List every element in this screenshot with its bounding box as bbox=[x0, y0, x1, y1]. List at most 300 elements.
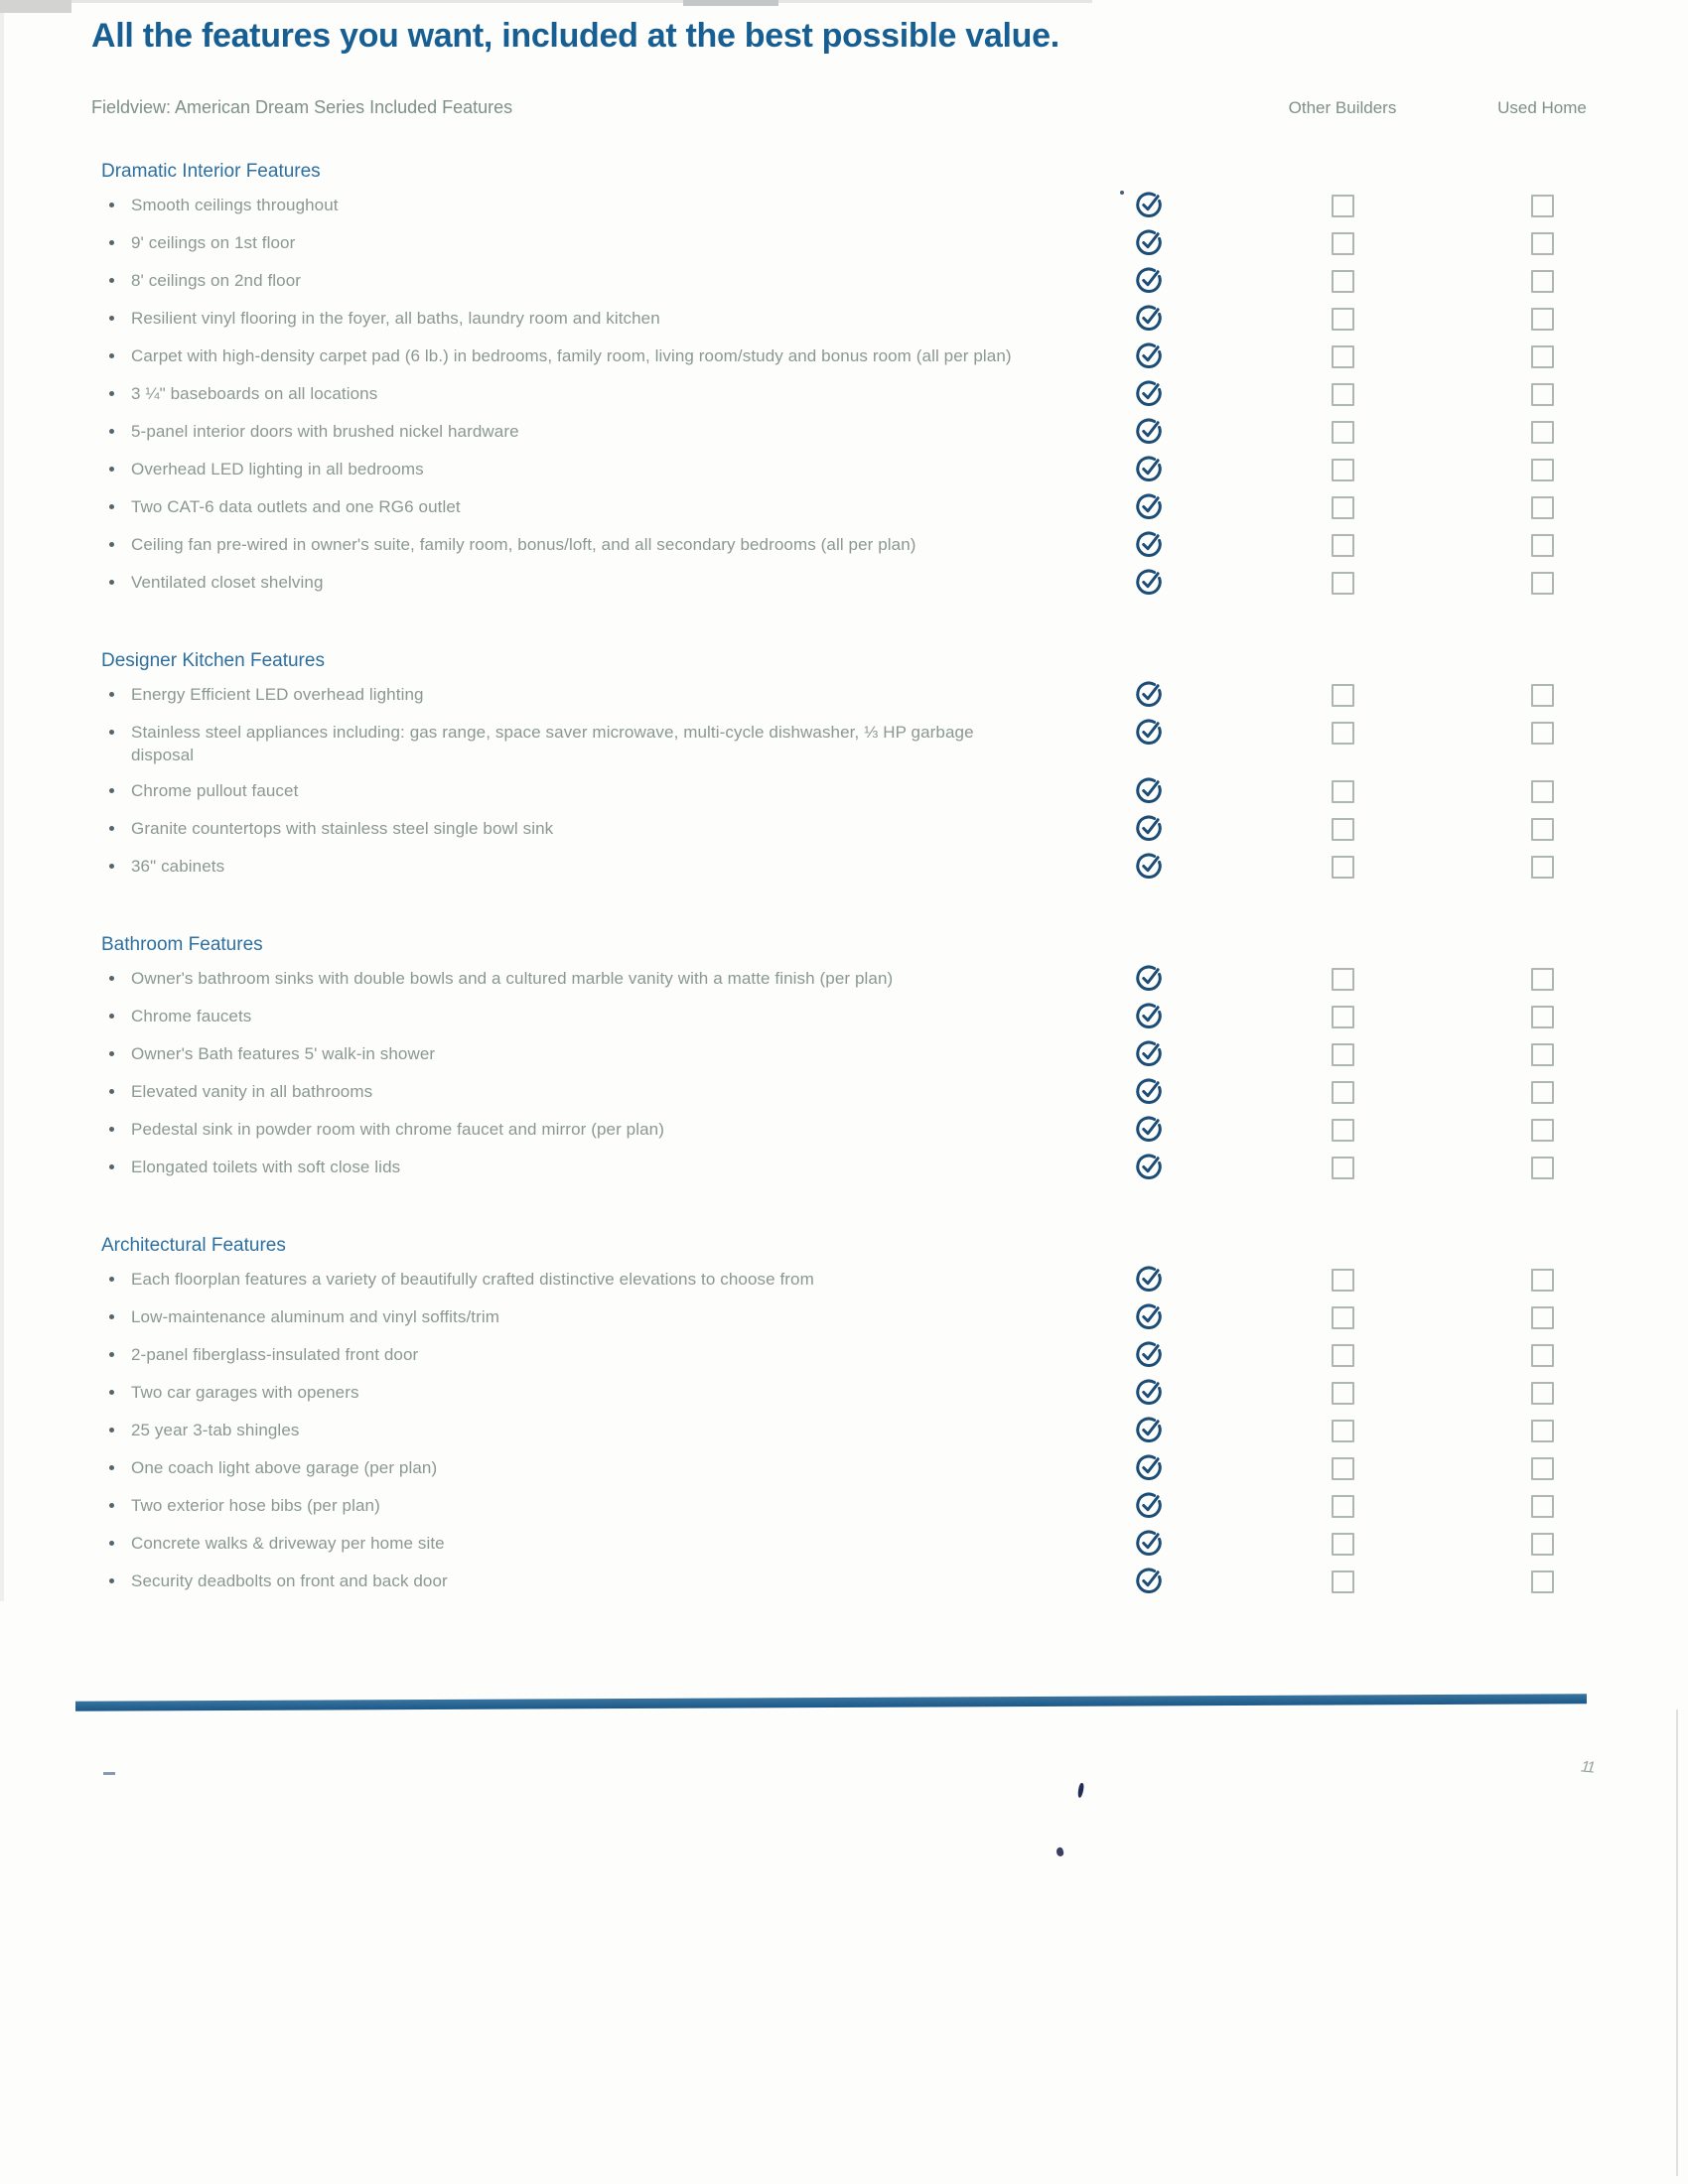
used-home-cell bbox=[1481, 269, 1603, 293]
used-home-checkbox bbox=[1531, 1006, 1554, 1028]
used-home-checkbox bbox=[1531, 270, 1554, 293]
other-builders-checkbox bbox=[1332, 722, 1354, 745]
feature-row bbox=[91, 1532, 1688, 1557]
used-home-checkbox bbox=[1531, 1420, 1554, 1442]
used-home-checkbox bbox=[1531, 195, 1554, 217]
feature-text: Smooth ceilings throughout bbox=[131, 196, 339, 214]
feature-row bbox=[91, 1005, 1688, 1029]
other-builders-cell bbox=[1203, 1456, 1481, 1480]
other-builders-cell bbox=[1203, 495, 1481, 519]
included-cell bbox=[1094, 1494, 1203, 1519]
feature-text: Resilient vinyl flooring in the foyer, all baths, laundry room and kitchen bbox=[131, 309, 660, 328]
table-header-row bbox=[91, 97, 1688, 118]
other-builders-cell bbox=[1203, 1118, 1481, 1142]
bullet-dot bbox=[109, 1578, 114, 1583]
section-heading: Dramatic Interior Features bbox=[101, 161, 321, 182]
circle-check-icon bbox=[1134, 1151, 1164, 1180]
used-home-checkbox bbox=[1531, 780, 1554, 803]
used-home-cell bbox=[1481, 1156, 1603, 1179]
feature-row bbox=[91, 1456, 1688, 1481]
used-home-cell bbox=[1481, 855, 1603, 879]
feature-row bbox=[91, 1305, 1688, 1330]
scan-artifact-top-line bbox=[0, 0, 1092, 3]
circle-check-icon bbox=[1134, 415, 1164, 445]
other-builders-cell bbox=[1203, 1005, 1481, 1028]
scan-artifact-speck bbox=[1077, 1783, 1085, 1799]
circle-check-icon bbox=[1134, 226, 1164, 256]
bullet-dot bbox=[109, 1051, 114, 1056]
circle-check-icon bbox=[1134, 1000, 1164, 1029]
feature-text: Elongated toilets with soft close lids bbox=[131, 1158, 401, 1176]
used-home-checkbox bbox=[1531, 383, 1554, 406]
circle-check-icon bbox=[1134, 1527, 1164, 1557]
feature-row bbox=[91, 721, 1688, 766]
included-cell bbox=[1094, 1156, 1203, 1180]
feature-text: Carpet with high-density carpet pad (6 lb.) in bedrooms, family room, living room/study and bonus room (all per plan) bbox=[131, 346, 1012, 365]
feature-text: Ventilated closet shelving bbox=[131, 573, 324, 592]
circle-check-icon bbox=[1134, 1565, 1164, 1594]
feature-text: Two car garages with openers bbox=[131, 1383, 359, 1402]
used-home-checkbox bbox=[1531, 1570, 1554, 1593]
used-home-checkbox bbox=[1531, 421, 1554, 444]
used-home-checkbox bbox=[1531, 818, 1554, 841]
other-builders-checkbox bbox=[1332, 1081, 1354, 1104]
other-builders-checkbox bbox=[1332, 1043, 1354, 1066]
included-cell bbox=[1094, 458, 1203, 482]
other-builders-checkbox bbox=[1332, 308, 1354, 331]
included-cell bbox=[1094, 1570, 1203, 1594]
other-builders-checkbox bbox=[1332, 1344, 1354, 1367]
feature-text: Chrome faucets bbox=[131, 1007, 252, 1025]
scan-artifact-left-edge bbox=[0, 13, 4, 1601]
other-builders-cell bbox=[1203, 194, 1481, 217]
feature-text: Two exterior hose bibs (per plan) bbox=[131, 1496, 380, 1515]
feature-text: Overhead LED lighting in all bedrooms bbox=[131, 460, 424, 478]
other-builders-cell bbox=[1203, 1419, 1481, 1442]
bullet-dot bbox=[109, 1465, 114, 1470]
used-home-checkbox bbox=[1531, 856, 1554, 879]
bullet-dot bbox=[109, 864, 114, 869]
column-header-other-builders: Other Builders bbox=[1288, 97, 1397, 117]
feature-text: 9' ceilings on 1st floor bbox=[131, 233, 296, 252]
other-builders-cell bbox=[1203, 1381, 1481, 1405]
used-home-cell bbox=[1481, 571, 1603, 595]
feature-row bbox=[91, 683, 1688, 708]
used-home-cell bbox=[1481, 1080, 1603, 1104]
feature-text: Owner's Bath features 5' walk-in shower bbox=[131, 1044, 436, 1063]
circle-check-icon bbox=[1134, 850, 1164, 880]
page-number-mark: 11 bbox=[1580, 1758, 1595, 1777]
included-cell bbox=[1094, 1532, 1203, 1557]
used-home-checkbox bbox=[1531, 534, 1554, 557]
used-home-checkbox bbox=[1531, 308, 1554, 331]
circle-check-icon bbox=[1134, 566, 1164, 596]
feature-row bbox=[91, 817, 1688, 842]
other-builders-checkbox bbox=[1332, 856, 1354, 879]
included-cell bbox=[1094, 344, 1203, 369]
feature-row bbox=[91, 194, 1688, 218]
circle-check-icon bbox=[1134, 1414, 1164, 1443]
bullet-dot bbox=[109, 203, 114, 207]
used-home-cell bbox=[1481, 1456, 1603, 1480]
included-cell bbox=[1094, 495, 1203, 520]
feature-row bbox=[91, 1156, 1688, 1180]
other-builders-cell bbox=[1203, 344, 1481, 368]
included-cell bbox=[1094, 1419, 1203, 1443]
included-cell bbox=[1094, 382, 1203, 407]
used-home-checkbox bbox=[1531, 1306, 1554, 1329]
included-cell bbox=[1094, 1305, 1203, 1330]
circle-check-icon bbox=[1134, 302, 1164, 332]
feature-row bbox=[91, 307, 1688, 332]
feature-text: Pedestal sink in powder room with chrome faucet and mirror (per plan) bbox=[131, 1120, 664, 1139]
used-home-cell bbox=[1481, 1118, 1603, 1142]
feature-rows bbox=[91, 683, 1688, 880]
used-home-cell bbox=[1481, 382, 1603, 406]
other-builders-checkbox bbox=[1332, 534, 1354, 557]
used-home-cell bbox=[1481, 194, 1603, 217]
feature-row bbox=[91, 967, 1688, 992]
other-builders-cell bbox=[1203, 1494, 1481, 1518]
feature-text: Granite countertops with stainless steel single bowl sink bbox=[131, 819, 554, 838]
used-home-cell bbox=[1481, 721, 1603, 745]
other-builders-cell bbox=[1203, 779, 1481, 803]
included-cell bbox=[1094, 269, 1203, 294]
section-heading: Architectural Features bbox=[101, 1235, 286, 1256]
other-builders-checkbox bbox=[1332, 421, 1354, 444]
other-builders-cell bbox=[1203, 967, 1481, 991]
circle-check-icon bbox=[1134, 774, 1164, 804]
other-builders-checkbox bbox=[1332, 1420, 1354, 1442]
used-home-cell bbox=[1481, 817, 1603, 841]
used-home-cell bbox=[1481, 231, 1603, 255]
circle-check-icon bbox=[1134, 1489, 1164, 1519]
other-builders-checkbox bbox=[1332, 232, 1354, 255]
bullet-dot bbox=[109, 504, 114, 509]
feature-row bbox=[91, 779, 1688, 804]
other-builders-checkbox bbox=[1332, 572, 1354, 595]
feature-row bbox=[91, 420, 1688, 445]
used-home-cell bbox=[1481, 420, 1603, 444]
feature-text: 2-panel fiberglass-insulated front door bbox=[131, 1345, 419, 1364]
feature-row bbox=[91, 344, 1688, 369]
used-home-cell bbox=[1481, 779, 1603, 803]
bullet-dot bbox=[109, 1277, 114, 1282]
circle-check-icon bbox=[1134, 1037, 1164, 1067]
other-builders-checkbox bbox=[1332, 1533, 1354, 1556]
used-home-checkbox bbox=[1531, 968, 1554, 991]
bullet-dot bbox=[109, 1428, 114, 1433]
feature-text: One coach light above garage (per plan) bbox=[131, 1458, 438, 1477]
used-home-cell bbox=[1481, 1343, 1603, 1367]
circle-check-icon bbox=[1134, 1113, 1164, 1143]
bullet-dot bbox=[109, 316, 114, 321]
page-title: All the features you want, included at the best possible value. bbox=[91, 17, 1059, 55]
used-home-checkbox bbox=[1531, 1119, 1554, 1142]
other-builders-cell bbox=[1203, 1343, 1481, 1367]
other-builders-checkbox bbox=[1332, 459, 1354, 481]
feature-row bbox=[91, 1570, 1688, 1594]
other-builders-cell bbox=[1203, 817, 1481, 841]
included-cell bbox=[1094, 533, 1203, 558]
feature-row bbox=[91, 1080, 1688, 1105]
feature-text: Elevated vanity in all bathrooms bbox=[131, 1082, 373, 1101]
document-content bbox=[91, 0, 1688, 1594]
feature-row bbox=[91, 495, 1688, 520]
feature-rows bbox=[91, 967, 1688, 1180]
other-builders-cell bbox=[1203, 1268, 1481, 1292]
bullet-dot bbox=[109, 1014, 114, 1019]
bullet-dot bbox=[109, 1541, 114, 1546]
used-home-cell bbox=[1481, 1570, 1603, 1593]
feature-row bbox=[91, 1042, 1688, 1067]
other-builders-cell bbox=[1203, 1156, 1481, 1179]
feature-row bbox=[91, 571, 1688, 596]
used-home-cell bbox=[1481, 1042, 1603, 1066]
circle-check-icon bbox=[1134, 716, 1164, 746]
other-builders-checkbox bbox=[1332, 496, 1354, 519]
scan-artifact-speck bbox=[1055, 1846, 1064, 1857]
scan-artifact-dash bbox=[103, 1772, 115, 1775]
other-builders-checkbox bbox=[1332, 383, 1354, 406]
bullet-dot bbox=[109, 1089, 114, 1094]
feature-rows bbox=[91, 1268, 1688, 1594]
section-designer-kitchen-features bbox=[91, 649, 1688, 880]
used-home-checkbox bbox=[1531, 1533, 1554, 1556]
other-builders-cell bbox=[1203, 382, 1481, 406]
feature-text: 25 year 3-tab shingles bbox=[131, 1421, 300, 1439]
feature-text: Security deadbolts on front and back door bbox=[131, 1571, 448, 1590]
used-home-checkbox bbox=[1531, 722, 1554, 745]
circle-check-icon bbox=[1134, 189, 1164, 218]
included-cell bbox=[1094, 420, 1203, 445]
other-builders-cell bbox=[1203, 1080, 1481, 1104]
bullet-dot bbox=[109, 542, 114, 547]
other-builders-cell bbox=[1203, 533, 1481, 557]
scan-artifact-top-notch bbox=[683, 0, 778, 6]
other-builders-cell bbox=[1203, 1305, 1481, 1329]
other-builders-cell bbox=[1203, 855, 1481, 879]
bullet-dot bbox=[109, 580, 114, 585]
feature-row bbox=[91, 533, 1688, 558]
bullet-dot bbox=[109, 467, 114, 472]
other-builders-cell bbox=[1203, 571, 1481, 595]
scan-artifact-top-corner bbox=[0, 0, 71, 13]
included-cell bbox=[1094, 1268, 1203, 1293]
used-home-checkbox bbox=[1531, 496, 1554, 519]
circle-check-icon bbox=[1134, 377, 1164, 407]
included-cell bbox=[1094, 307, 1203, 332]
feature-row bbox=[91, 1494, 1688, 1519]
feature-row bbox=[91, 1381, 1688, 1406]
included-cell bbox=[1094, 817, 1203, 842]
included-cell bbox=[1094, 1381, 1203, 1406]
bullet-dot bbox=[109, 429, 114, 434]
circle-check-icon bbox=[1134, 528, 1164, 558]
bullet-dot bbox=[109, 692, 114, 697]
column-header-used-home: Used Home bbox=[1497, 97, 1587, 117]
section-bathroom-features bbox=[91, 933, 1688, 1180]
divider-rule bbox=[75, 1694, 1587, 1710]
other-builders-checkbox bbox=[1332, 270, 1354, 293]
bullet-dot bbox=[109, 826, 114, 831]
feature-row bbox=[91, 1118, 1688, 1143]
included-cell bbox=[1094, 1080, 1203, 1105]
circle-check-icon bbox=[1134, 1300, 1164, 1330]
used-home-checkbox bbox=[1531, 232, 1554, 255]
feature-text: Energy Efficient LED overhead lighting bbox=[131, 685, 424, 704]
included-cell bbox=[1094, 855, 1203, 880]
circle-check-icon bbox=[1134, 490, 1164, 520]
used-home-cell bbox=[1481, 683, 1603, 707]
used-home-checkbox bbox=[1531, 1457, 1554, 1480]
used-home-cell bbox=[1481, 344, 1603, 368]
other-builders-checkbox bbox=[1332, 1382, 1354, 1405]
other-builders-checkbox bbox=[1332, 1006, 1354, 1028]
section-architectural-features bbox=[91, 1234, 1688, 1594]
other-builders-checkbox bbox=[1332, 1570, 1354, 1593]
circle-check-icon bbox=[1134, 678, 1164, 708]
used-home-checkbox bbox=[1531, 684, 1554, 707]
feature-row bbox=[91, 458, 1688, 482]
circle-check-icon bbox=[1134, 264, 1164, 294]
used-home-cell bbox=[1481, 1419, 1603, 1442]
other-builders-checkbox bbox=[1332, 1119, 1354, 1142]
included-cell bbox=[1094, 683, 1203, 708]
included-cell bbox=[1094, 1343, 1203, 1368]
bullet-dot bbox=[109, 730, 114, 735]
other-builders-cell bbox=[1203, 269, 1481, 293]
bullet-dot bbox=[109, 788, 114, 793]
used-home-checkbox bbox=[1531, 1043, 1554, 1066]
feature-row bbox=[91, 1419, 1688, 1443]
feature-text: Owner's bathroom sinks with double bowls and a cultured marble vanity with a matte finish (per plan) bbox=[131, 969, 894, 988]
other-builders-checkbox bbox=[1332, 1306, 1354, 1329]
feature-row bbox=[91, 231, 1688, 256]
scan-artifact-dot bbox=[1120, 191, 1124, 195]
used-home-checkbox bbox=[1531, 1382, 1554, 1405]
used-home-cell bbox=[1481, 458, 1603, 481]
included-cell bbox=[1094, 1456, 1203, 1481]
other-builders-checkbox bbox=[1332, 1157, 1354, 1179]
other-builders-cell bbox=[1203, 458, 1481, 481]
circle-check-icon bbox=[1134, 1451, 1164, 1481]
bullet-dot bbox=[109, 1390, 114, 1395]
used-home-checkbox bbox=[1531, 572, 1554, 595]
bullet-dot bbox=[109, 1164, 114, 1169]
included-cell bbox=[1094, 779, 1203, 804]
used-home-checkbox bbox=[1531, 1269, 1554, 1292]
used-home-checkbox bbox=[1531, 1344, 1554, 1367]
feature-text: 5-panel interior doors with brushed nickel hardware bbox=[131, 422, 519, 441]
included-cell bbox=[1094, 1042, 1203, 1067]
bullet-dot bbox=[109, 278, 114, 283]
feature-text: Low-maintenance aluminum and vinyl soffits/trim bbox=[131, 1307, 499, 1326]
used-home-cell bbox=[1481, 1381, 1603, 1405]
included-cell bbox=[1094, 1005, 1203, 1029]
used-home-cell bbox=[1481, 307, 1603, 331]
feature-text: Chrome pullout faucet bbox=[131, 781, 299, 800]
other-builders-cell bbox=[1203, 231, 1481, 255]
feature-text: Ceiling fan pre-wired in owner's suite, family room, bonus/loft, and all secondary bedrooms (all per plan) bbox=[131, 535, 916, 554]
used-home-cell bbox=[1481, 1494, 1603, 1518]
included-cell bbox=[1094, 571, 1203, 596]
feature-rows bbox=[91, 194, 1688, 596]
bullet-dot bbox=[109, 976, 114, 981]
bullet-dot bbox=[109, 1314, 114, 1319]
bullet-dot bbox=[109, 1352, 114, 1357]
feature-text: 3 ¼" baseboards on all locations bbox=[131, 384, 378, 403]
used-home-cell bbox=[1481, 533, 1603, 557]
section-heading: Designer Kitchen Features bbox=[101, 650, 325, 671]
used-home-checkbox bbox=[1531, 1157, 1554, 1179]
circle-check-icon bbox=[1134, 812, 1164, 842]
feature-text: Two CAT-6 data outlets and one RG6 outlet bbox=[131, 497, 461, 516]
used-home-cell bbox=[1481, 495, 1603, 519]
used-home-cell bbox=[1481, 967, 1603, 991]
other-builders-checkbox bbox=[1332, 345, 1354, 368]
circle-check-icon bbox=[1134, 962, 1164, 992]
bullet-dot bbox=[109, 391, 114, 396]
used-home-cell bbox=[1481, 1005, 1603, 1028]
circle-check-icon bbox=[1134, 453, 1164, 482]
used-home-checkbox bbox=[1531, 345, 1554, 368]
scan-artifact-right-edge bbox=[1676, 1709, 1678, 2176]
feature-row bbox=[91, 1268, 1688, 1293]
used-home-cell bbox=[1481, 1305, 1603, 1329]
used-home-cell bbox=[1481, 1268, 1603, 1292]
feature-text: Stainless steel appliances including: gas range, space saver microwave, multi-cycle dishwasher, ⅓ HP garbage disposal bbox=[131, 723, 974, 764]
feature-row bbox=[91, 269, 1688, 294]
bullet-dot bbox=[109, 240, 114, 245]
table-subtitle: Fieldview: American Dream Series Included Features bbox=[91, 97, 513, 117]
included-cell bbox=[1094, 194, 1203, 218]
section-heading: Bathroom Features bbox=[101, 934, 263, 955]
used-home-checkbox bbox=[1531, 1495, 1554, 1518]
other-builders-checkbox bbox=[1332, 780, 1354, 803]
feature-text: 8' ceilings on 2nd floor bbox=[131, 271, 302, 290]
feature-text: Concrete walks & driveway per home site bbox=[131, 1534, 445, 1553]
feature-row bbox=[91, 382, 1688, 407]
other-builders-cell bbox=[1203, 683, 1481, 707]
feature-row bbox=[91, 1343, 1688, 1368]
bullet-dot bbox=[109, 1503, 114, 1508]
other-builders-checkbox bbox=[1332, 1457, 1354, 1480]
other-builders-checkbox bbox=[1332, 1269, 1354, 1292]
bullet-dot bbox=[109, 1127, 114, 1132]
feature-text: 36" cabinets bbox=[131, 857, 225, 876]
other-builders-cell bbox=[1203, 1532, 1481, 1556]
used-home-checkbox bbox=[1531, 459, 1554, 481]
other-builders-checkbox bbox=[1332, 1495, 1354, 1518]
other-builders-cell bbox=[1203, 1042, 1481, 1066]
included-cell bbox=[1094, 967, 1203, 992]
other-builders-cell bbox=[1203, 420, 1481, 444]
feature-row bbox=[91, 855, 1688, 880]
other-builders-checkbox bbox=[1332, 684, 1354, 707]
bullet-dot bbox=[109, 353, 114, 358]
included-cell bbox=[1094, 721, 1203, 746]
circle-check-icon bbox=[1134, 1263, 1164, 1293]
feature-text: Each floorplan features a variety of beautifully crafted distinctive elevations to choose from bbox=[131, 1270, 814, 1289]
other-builders-checkbox bbox=[1332, 968, 1354, 991]
other-builders-checkbox bbox=[1332, 195, 1354, 217]
included-cell bbox=[1094, 231, 1203, 256]
other-builders-cell bbox=[1203, 1570, 1481, 1593]
other-builders-checkbox bbox=[1332, 818, 1354, 841]
other-builders-cell bbox=[1203, 721, 1481, 745]
used-home-cell bbox=[1481, 1532, 1603, 1556]
